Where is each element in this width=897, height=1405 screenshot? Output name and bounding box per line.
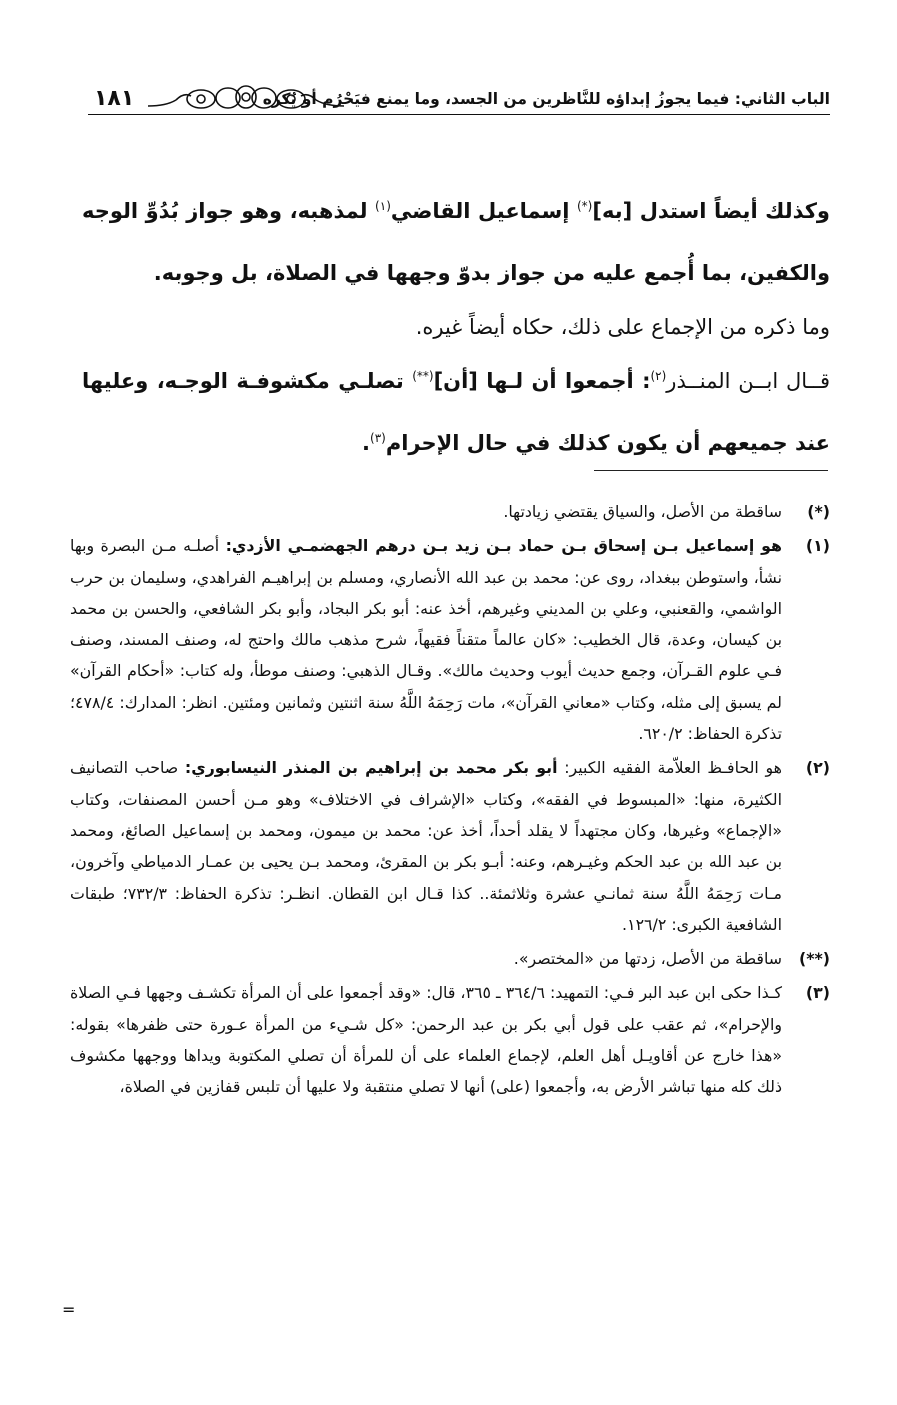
running-title: الباب الثاني: فيما يجوزُ إبداؤه للنَّاظرين من الجسد، وما يمنع فيَحْرُم أو يُكره <box>262 90 830 108</box>
footnote-bold-lead: هو إسماعيل بـن إسحاق بـن حماد بـن زيد بـن درهم الجهضمـي الأزدي: <box>225 536 782 556</box>
continuation-mark: = <box>62 1300 76 1319</box>
footnote-text: كـذا حكى ابن عبد البر فـي: التمهيد: ٣٦٤/٦ ـ ٣٦٥، قال: «وقد أجمعوا على أن المرأة تكشـف وجهها فـي الصلاة والإحرام»، ثم عقب على قول أبي بكر بن عبد الرحمن: «كل شـيء من المرأة عـورة حتى ظفرها» بقوله: «هذا خارج عن أقاويـل أهل العلم، لإجماع العلماء على أن للمرأة أن تصلي المكتوبة ويداها ووجهها مكشوف ذلك كله منها تباشر الأرض به، وأجمعوا (على) أنها لا تصلي منتقبة ولا عليها أن تلبس قفازين في الصلاة، <box>70 983 783 1097</box>
footnote-ref: (**) <box>412 369 434 383</box>
footnote-ref: (١) <box>375 199 391 213</box>
footnote-mark: (٣) <box>805 983 830 1003</box>
footnote <box>70 530 830 749</box>
footnote-ref: (*) <box>577 199 593 213</box>
text-run: إسماعيل القاضي <box>390 199 577 223</box>
ornament-icon <box>146 84 346 114</box>
footnote-mark: (١) <box>805 536 830 556</box>
footnote <box>70 496 830 527</box>
page-header <box>88 84 830 118</box>
footnotes <box>70 496 830 1106</box>
footnote-mark: (**) <box>799 949 830 969</box>
footnote <box>70 943 830 974</box>
text-run: . <box>362 431 371 455</box>
text-run: قــال ابــن المنــذر <box>666 369 830 393</box>
text-run: تصلـي مكشوفـة الوجـه، وعليها عند جميعهم أن يكون كذلك في حال الإحرام <box>82 369 830 455</box>
footnote-text: صاحب التصانيف الكثيرة، منها: «المبسوط في الفقه»، وكتاب «الإشراف في الاختلاف» وهو مـن أحسن المصنفات، وكتاب «الإجماع» وغيرها، وكان مجتهداً لا يقلد أحداً، أخذ عن: محمد بن ميمون، ومحمد بن إسماعيل الصائغ، ومحمد بن عبد الله بن عبد الحكم وغيـرهم، وعنه: أبـو بكر بن المقرئ، ومحمد بـن يحيى بن عمـار الدمياطي وآخرون، مـات رَحِمَهُ اللَّهُ سنة ثمانـي عشرة وثلاثمئة.. كذا قـال ابن القطان. انظـر: تذكرة الحفاظ: ٧٣٢/٣؛ طبقات الشافعية الكبرى: ١٢٦/٢. <box>70 758 782 934</box>
footnote-mark: (*) <box>807 502 830 521</box>
footnote-text: أصلـه مـن البصرة وبها نشأ، واستوطن ببغداد، روى عن: محمد بن عبد الله الأنصاري، ومسلم بن إبراهيـم الفراهدي، وسليمان بن حرب الواشمي، والقعنبي، وعلي بن المديني وغيرهم، أخذ عنه: أبو بكر البجاد، وأبو بكر الشافعي، والحسن بن محمد بن كيسان، وعدة، قال الخطيب: «كان عالماً متقناً فقيهاً، شرح مذهب مالك واحتج له، وصنف المسند، وصنف فـي علوم القـرآن، وجمع حديث أيوب وحديث مالك». وقـال الذهبي: وصنف موطأ، وله كتاب: «أحكام القرآن» لم يسبق إلى مثله، وكتاب «معاني القرآن»، مات رَحِمَهُ اللَّهُ سنة اثنتين وثمانين ومئتين. انظر: المدارك: ٤٧٨/٤؛ تذكرة الحفاظ: ٦٢٠/٢. <box>70 536 782 744</box>
paragraph-2: وما ذكره من الإجماع على ذلك، حكاه أيضاً غيره. <box>415 315 830 339</box>
footnote-text: هو الحافـظ العلاّمة الفقيه الكبير: <box>557 758 782 778</box>
footnote-text: ساقطة من الأصل، والسياق يقتضي زيادتها. <box>503 502 782 521</box>
text-run: لمذهبه، وهو جواز بُدُوِّ الوجه والكفين، بما أُجمع عليه من جواز بدوّ وجهها في الصلاة، بل وجوبه. <box>82 199 830 285</box>
main-text <box>82 180 830 474</box>
text-run: وكذلك أيضاً استدل [به] <box>592 199 830 223</box>
text-run: : أجمعوا أن لـها [أن] <box>433 369 651 393</box>
paragraph-3 <box>82 350 830 474</box>
footnote-text: ساقطة من الأصل، زدتها من «المختصر». <box>513 949 782 969</box>
footnote <box>70 977 830 1102</box>
page-number: ١٨١ <box>94 86 135 111</box>
footnote-ref: (٣) <box>370 431 386 445</box>
footnote-separator <box>594 470 828 471</box>
header-rule <box>88 114 830 115</box>
footnote-mark: (٢) <box>805 758 830 778</box>
footnote-ref: (٢) <box>650 369 667 383</box>
paragraph-1 <box>82 180 830 304</box>
footnote-bold-lead: أبو بكر محمد بن إبراهيم بن المنذر النيسابوري: <box>184 758 558 778</box>
footnote <box>70 752 830 940</box>
